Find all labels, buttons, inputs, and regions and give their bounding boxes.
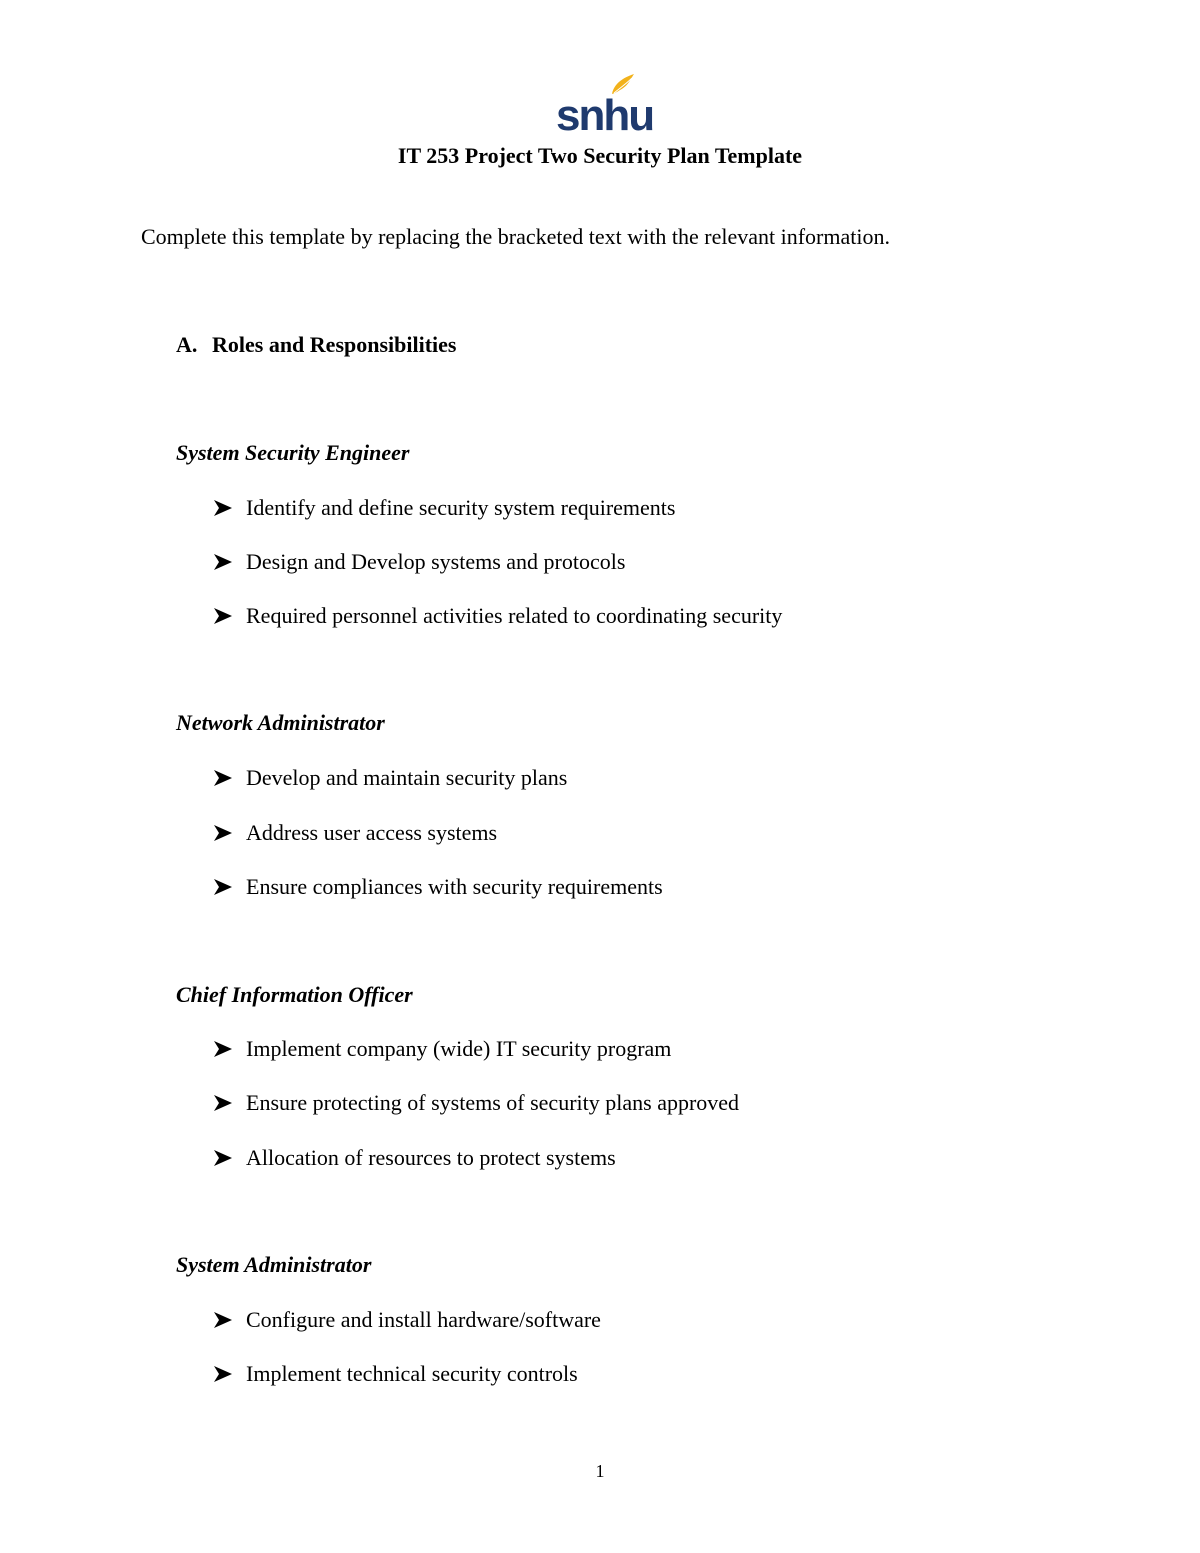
list-item-text: Allocation of resources to protect systems (246, 1145, 616, 1170)
list-item-text: Ensure compliances with security requirements (246, 874, 663, 899)
arrowhead-bullet-icon (212, 878, 234, 896)
arrowhead-bullet-icon (212, 1311, 234, 1329)
arrowhead-bullet-icon (212, 553, 234, 571)
snhu-logo (554, 72, 654, 140)
list-item-text: Address user access systems (246, 820, 498, 845)
arrowhead-bullet-icon (212, 1365, 234, 1383)
svg-text:snhu: snhu (556, 91, 654, 140)
instruction-text: Complete this template by replacing the bracketed text with the relevant information. (141, 224, 890, 249)
section-title: Roles and Responsibilities (212, 332, 457, 357)
document-title: IT 253 Project Two Security Plan Template (397, 143, 803, 168)
section-letter: A. (176, 332, 198, 357)
arrowhead-bullet-icon (212, 1149, 234, 1167)
arrowhead-bullet-icon (212, 499, 234, 517)
role-heading: Chief Information Officer (176, 982, 413, 1007)
role-heading: System Administrator (176, 1252, 372, 1277)
page-number: 1 (595, 1461, 605, 1481)
list-item-text: Identify and define security system requirements (246, 495, 676, 520)
role-heading: System Security Engineer (176, 440, 410, 465)
list-item-text: Develop and maintain security plans (246, 765, 568, 790)
list-item-text: Required personnel activities related to coordinating security (246, 603, 783, 628)
arrowhead-bullet-icon (212, 1094, 234, 1112)
role-heading: Network Administrator (176, 710, 385, 735)
list-item-text: Ensure protecting of systems of security plans approved (246, 1090, 740, 1115)
arrowhead-bullet-icon (212, 1040, 234, 1058)
arrowhead-bullet-icon (212, 769, 234, 787)
list-item-text: Implement technical security controls (246, 1361, 578, 1386)
list-item-text: Design and Develop systems and protocols (246, 549, 626, 574)
section-heading (176, 332, 457, 358)
arrowhead-bullet-icon (212, 824, 234, 842)
arrowhead-bullet-icon (212, 607, 234, 625)
list-item-text: Implement company (wide) IT security program (246, 1036, 672, 1061)
list-item-text: Configure and install hardware/software (246, 1307, 601, 1332)
